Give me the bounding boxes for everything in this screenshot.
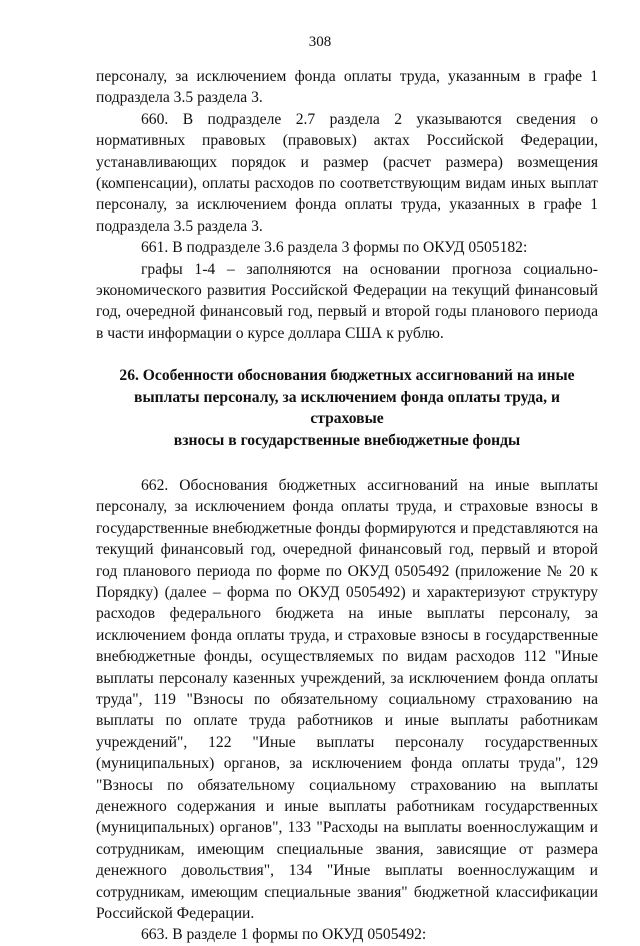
paragraph-660: 660. В подразделе 2.7 раздела 2 указываются сведения о нормативных правовых (правовых) актах Российской Федерации, устанавливающих порядок и размер (расчет размера) возмещения (компенсации), оплаты расходов по соответствующим видам иных выплат персоналу, за исключением фонда оплаты труда, указанных в графе 1 подраздела 3.5 раздела 3. xyxy=(96,110,598,235)
paragraph-662: 662. Обоснования бюджетных ассигнований на иные выплаты персоналу, за исключением фонда оплаты труда, и страховые взносы в государственные внебюджетные фонды формируются и представляются на текущий финансовый год, очередной финансовый год, первый и второй год планового периода по форме по ОКУД 0505492 (приложение № 20 к Порядку) (далее – форма по ОКУД 0505492) и характеризуют структуру расходов федерального бюджета на иные выплаты персоналу, за исключением фонда оплаты труда, и страховые взносы в государственные внебюджетные фонды, осуществляемых по видам расходов 112 "Иные выплаты персоналу казенных учреждений, за исключением фонда оплаты труда", 119 "Взносы по обязательному социальному страхованию на выплаты по оплате труда работников и иные выплаты работникам учреждений", 122 "Иные выплаты персоналу государственных (муниципальных) органов, за исключением фонда оплаты труда", 129 "Взносы по обязательному социальному страхованию на выплаты денежного содержания и иные выплаты работникам государственных (муниципальных) органов", 133 "Расходы на выплаты военнослужащим и сотрудникам, имеющим специальные звания, зависящие от размера денежного довольствия", 134 "Иные выплаты военнослужащим и сотрудникам, имеющим специальные звания" бюджетной классификации Российской Федерации. xyxy=(96,476,598,923)
paragraph-663: 663. В разделе 1 формы по ОКУД 0505492: xyxy=(141,926,427,944)
paragraph-661: 661. В подразделе 3.6 раздела 3 формы по ОКУД 0505182: xyxy=(141,239,528,257)
section-heading-26 xyxy=(96,365,598,451)
page-number: 308 xyxy=(308,34,332,50)
paragraph-continuation: персоналу, за исключением фонда оплаты труда, указанным в графе 1 подраздела 3.5 раздела 3. xyxy=(96,68,598,107)
heading-line-3: взносы в государственные внебюджетные фонды xyxy=(173,431,521,449)
heading-line-2: выплаты персоналу, за исключением фонда оплаты труда, и страховые xyxy=(134,388,560,428)
document-body xyxy=(96,66,598,946)
paragraph-661-columns: графы 1-4 – заполняются на основании прогноза социально-экономического развития Российской Федерации на текущий финансовый год, очередной финансовый год, первый и второй годы планового периода в части информации о курсе доллара США к рублю. xyxy=(96,260,598,342)
heading-line-1: 26. Особенности обоснования бюджетных ассигнований на иные xyxy=(119,367,575,385)
